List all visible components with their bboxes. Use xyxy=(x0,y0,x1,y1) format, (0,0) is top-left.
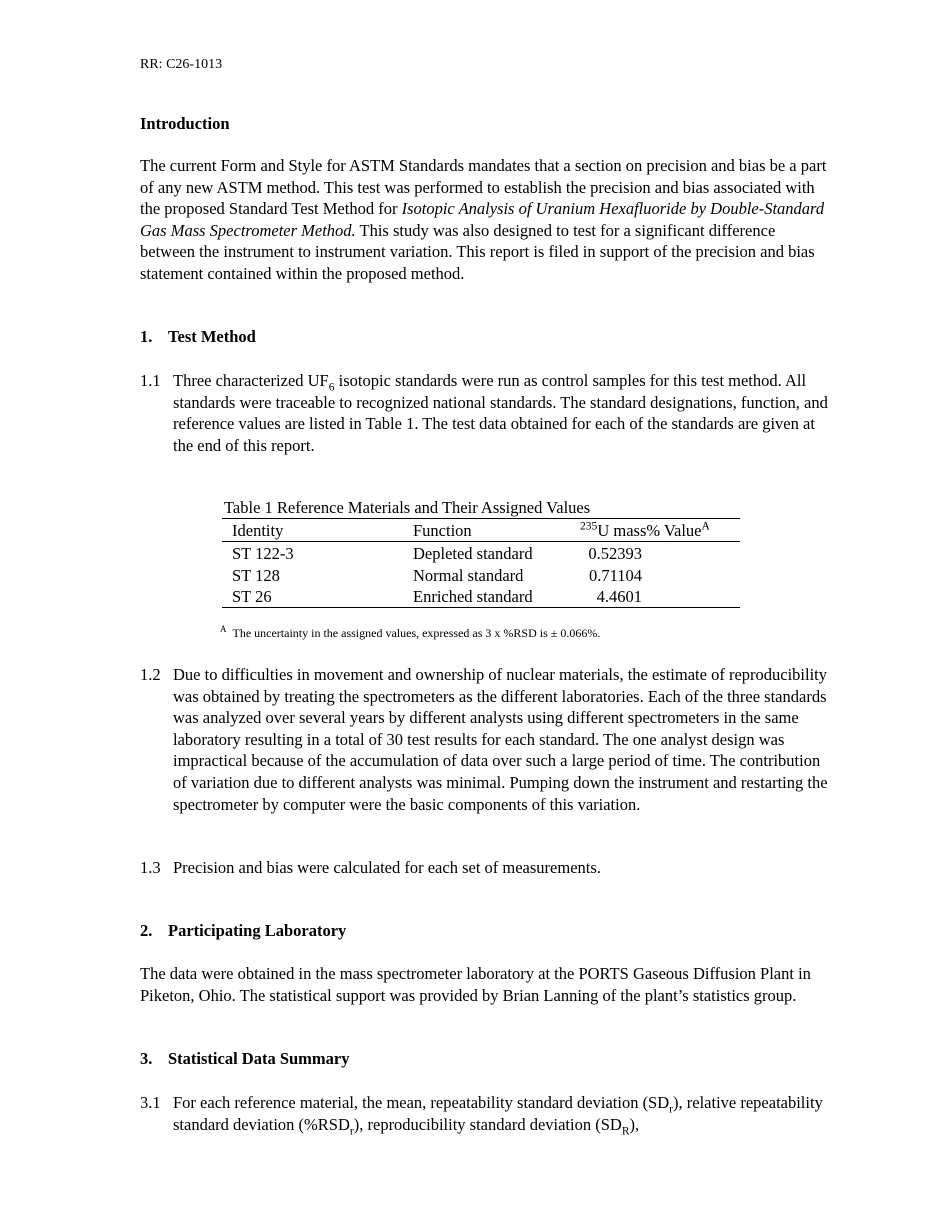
intro-text-2: This study was also designed to test for a significant difference between the instrument to instrument variation. This report is filed in support of the precision and bias statement contained within the proposed method. xyxy=(140,220,815,283)
rsd-r-subscript: r xyxy=(349,1124,354,1137)
item-1-1-text-a: Three characterized UF xyxy=(173,371,329,390)
sd-R-subscript: R xyxy=(621,1124,630,1137)
row-value: 4.4601 xyxy=(596,587,642,606)
uf6-subscript: 6 xyxy=(328,381,335,394)
table-row xyxy=(222,564,740,586)
item-1-3-text: Precision and bias were calculated for each set of measurements. xyxy=(173,858,601,877)
item-1-1 xyxy=(140,370,830,456)
section-1-heading xyxy=(140,327,256,347)
table-header-row xyxy=(222,519,740,542)
section-2-number: 2. xyxy=(140,921,153,940)
col-value xyxy=(580,521,710,541)
col-value-label: U mass% Value xyxy=(597,521,702,540)
row-identity: ST 128 xyxy=(232,565,280,585)
item-3-1-t2: ), relative repeatability standard deviation (%RSD xyxy=(173,1093,823,1134)
table-row xyxy=(222,542,740,564)
item-3-1-t4: ), xyxy=(629,1114,640,1134)
item-3-1-t1: For each reference material, the mean, repeatability standard deviation (SD xyxy=(173,1093,670,1112)
row-identity: ST 122-3 xyxy=(232,544,294,563)
row-value: 0.71104 xyxy=(588,565,642,585)
method-title: Isotopic Analysis of Uranium Hexafluoride by Double-Standard Gas Mass Spectrometer Method. xyxy=(140,199,825,240)
item-1-1-text-b: isotopic standards were run as control samples for this test method. All standards were traceable to recognized national standards. The standard designations, function, and reference values are listed in Table 1. The test data obtained for each of the standards are given at the end of this report. xyxy=(173,371,828,455)
row-function: Depleted standard xyxy=(413,544,533,563)
item-1-3-number: 1.3 xyxy=(140,858,161,877)
item-3-1-t3: ), reproducibility standard deviation (SD xyxy=(353,1114,622,1134)
section-2-paragraph: The data were obtained in the mass spectrometer laboratory at the PORTS Gaseous Diffusion Plant in Piketon, Ohio. The statistical support was provided by Brian Lanning of the plant’s statistics group. xyxy=(140,964,811,1005)
item-3-1 xyxy=(140,1092,830,1135)
row-identity: ST 26 xyxy=(232,587,272,606)
item-1-1-number: 1.1 xyxy=(140,371,161,390)
section-1-number: 1. xyxy=(140,327,153,346)
section-1-title: Test Method xyxy=(168,327,256,346)
item-1-3 xyxy=(140,857,830,879)
col-function: Function xyxy=(413,521,472,540)
introduction-heading: Introduction xyxy=(140,114,230,133)
item-1-2-number: 1.2 xyxy=(140,665,161,684)
item-1-2 xyxy=(140,664,830,815)
footnote-text: The uncertainty in the assigned values, expressed as 3 x %RSD is ± 0.066%. xyxy=(232,626,601,640)
footnote-mark: A xyxy=(220,624,227,634)
col-identity: Identity xyxy=(232,521,284,540)
section-3-heading xyxy=(140,1049,349,1069)
item-1-1-text xyxy=(173,370,830,456)
item-3-1-text xyxy=(173,1092,830,1135)
item-1-2-text: Due to difficulties in movement and ownership of nuclear materials, the estimate of reproducibility was obtained by treating the spectrometers as the different laboratories. Each of the three standards was analyzed over several years by different analysts using different spectrometers in the same laboratory resulting in a total of 30 test results for each standard. The one analyst design was impractical because of the accumulation of data over such a large period of time. The contribution of variation due to different analysts was minimal. Pumping down the instrument and restarting the spectrometer by computer were the basic components of this variation. xyxy=(173,665,828,814)
section-2-heading xyxy=(140,921,346,941)
table-1-caption: Table 1 Reference Materials and Their Assigned Values xyxy=(224,498,591,517)
table-1-footnote xyxy=(220,626,600,641)
section-3-number: 3. xyxy=(140,1049,153,1068)
table-row xyxy=(222,585,740,607)
row-function: Enriched standard xyxy=(413,587,533,606)
report-id: RR: C26-1013 xyxy=(140,57,223,72)
table-1 xyxy=(222,518,740,608)
sd-r-subscript: r xyxy=(669,1103,674,1116)
row-value: 0.52393 xyxy=(588,544,642,563)
section-2-title: Participating Laboratory xyxy=(168,921,347,940)
introduction-paragraph xyxy=(140,155,830,285)
col-value-note: A xyxy=(701,520,710,533)
row-function: Normal standard xyxy=(413,565,524,585)
col-value-superscript: 235 xyxy=(580,520,598,533)
item-3-1-number: 3.1 xyxy=(140,1093,161,1112)
intro-text-1: The current Form and Style for ASTM Standards mandates that a section on precision and bias be a part of any new ASTM method. This test was performed to establish the precision and bias associated with the proposed Standard Test Method for xyxy=(140,156,827,219)
section-3-title: Statistical Data Summary xyxy=(168,1049,350,1068)
